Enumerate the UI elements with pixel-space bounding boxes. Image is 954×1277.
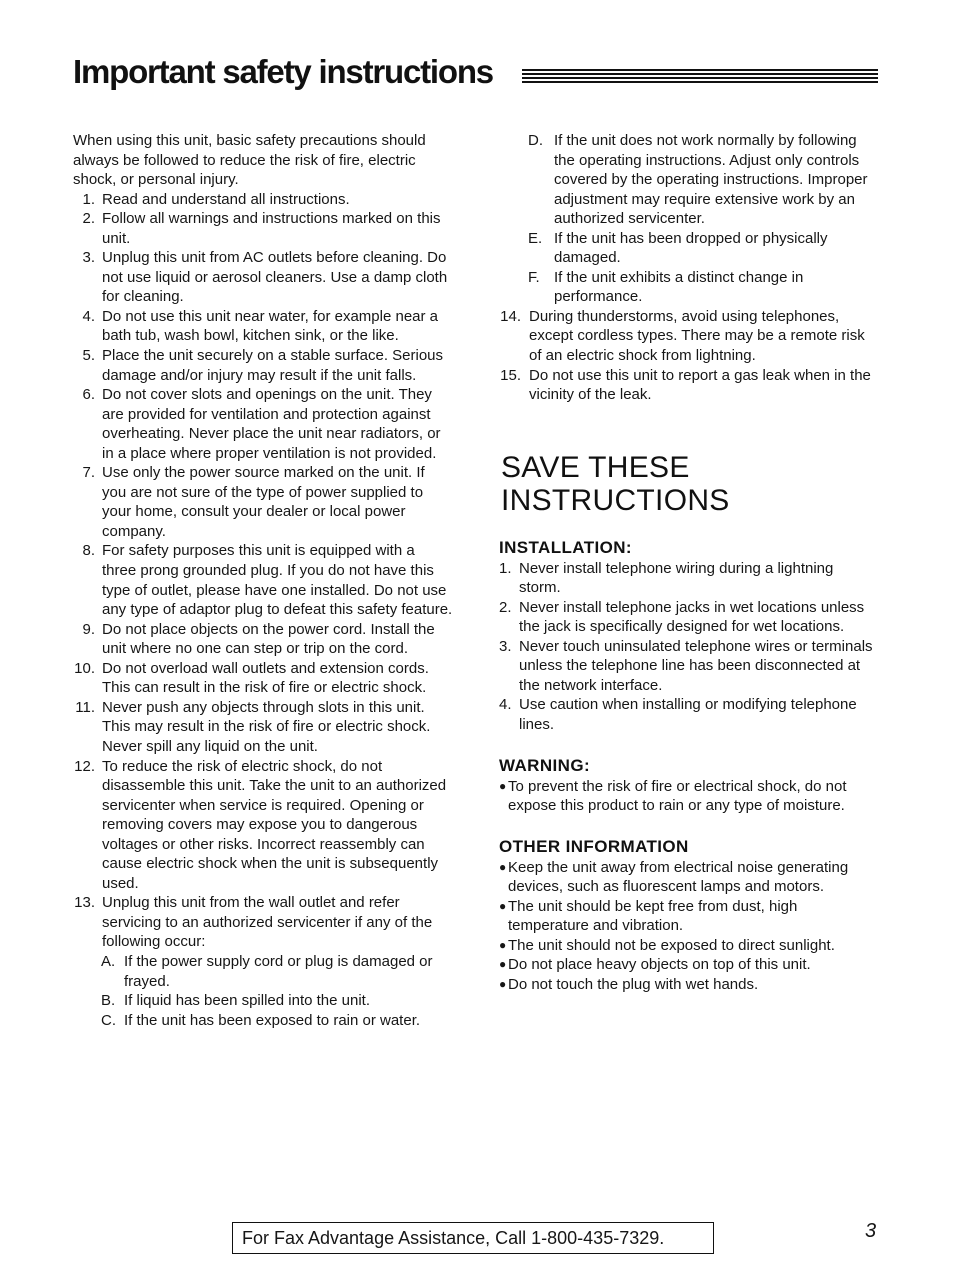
item-text: During thunderstorms, avoid using telephones, except cordless types. There may be a remote risk of an electric shock from lightning. xyxy=(529,307,865,365)
warning-heading: WARNING: xyxy=(499,755,591,775)
item-number: 12. xyxy=(74,757,95,775)
sub-item-d xyxy=(499,131,879,229)
installation-item-4 xyxy=(499,695,879,734)
list-item-1 xyxy=(73,190,453,210)
list-item-11 xyxy=(73,698,453,757)
left-column xyxy=(73,131,453,1030)
list-item-9 xyxy=(73,620,453,659)
item-number: 1. xyxy=(499,559,512,577)
item-text: Keep the unit away from electrical noise generating devices, such as fluorescent lamps and motors. xyxy=(508,858,849,896)
list-item-4 xyxy=(73,307,453,346)
sub-item-text: If the unit has been exposed to rain or water. xyxy=(124,1011,421,1029)
item-text: The unit should not be exposed to direct sunlight. xyxy=(508,936,835,954)
bullet-icon: ● xyxy=(499,859,507,874)
list-item-10 xyxy=(73,659,453,698)
installation-heading: INSTALLATION: xyxy=(499,537,632,557)
item-number: 10. xyxy=(74,659,95,677)
item-text: Never install telephone jacks in wet locations unless the jack is specifically designed for wet locations. xyxy=(519,598,865,636)
item-number: 2. xyxy=(499,598,512,616)
installation-item-2 xyxy=(499,598,879,637)
item-number: 3. xyxy=(82,249,95,267)
page-number: 3 xyxy=(865,1220,877,1242)
list-item-8 xyxy=(73,541,453,619)
bullet-icon: ● xyxy=(499,937,507,952)
sub-item-text: If liquid has been spilled into the unit. xyxy=(124,992,370,1010)
item-text: For safety purposes this unit is equipped with a three prong grounded plug. If you do not have this type of outlet, please have one installed. Do not use any type of adaptor plug to defeat this safety feature. xyxy=(102,542,453,619)
sub-item-letter: E. xyxy=(528,229,543,247)
sub-item-letter: F. xyxy=(528,268,540,286)
item-number: 5. xyxy=(82,347,95,365)
item-number: 9. xyxy=(82,620,95,638)
item-text: Do not place objects on the power cord. Install the unit where no one can step or trip on the cord. xyxy=(102,620,435,658)
sub-item-text: If the unit has been dropped or physically damaged. xyxy=(554,229,828,267)
item-text: Do not place heavy objects on top of this unit. xyxy=(508,956,811,974)
item-text: Do not use this unit near water, for example near a bath tub, wash bowl, kitchen sink, or the like. xyxy=(102,307,439,345)
item-text: Place the unit securely on a stable surface. Serious damage and/or injury may result if the unit falls. xyxy=(102,347,444,384)
title-rule xyxy=(522,69,878,83)
sub-item-letter: D. xyxy=(528,132,543,149)
installation-item-3 xyxy=(499,637,879,696)
sub-item-text: If the power supply cord or plug is damaged or frayed. xyxy=(124,952,433,990)
sub-item-text: If the unit does not work normally by following the operating instructions. Adjust only controls covered by the operating instructions. Improper adjustment may require extensive work by an authorized servicenter. xyxy=(554,132,868,228)
list-item-15 xyxy=(499,366,879,405)
list-item-14 xyxy=(499,307,879,366)
item-number: 1. xyxy=(82,190,95,208)
item-text: Use only the power source marked on the unit. If you are not sure of the type of power supplied to your home, consult your dealer or local power company. xyxy=(102,464,425,540)
item-text: Unplug this unit from the wall outlet and refer servicing to an authorized servicenter if any of the following occur: xyxy=(102,894,433,951)
list-item-13 xyxy=(73,893,453,952)
sub-item-a xyxy=(73,952,453,991)
item-number: 11. xyxy=(75,698,95,716)
item-number: 3. xyxy=(499,637,512,655)
item-number: 2. xyxy=(82,210,95,228)
item-text: The unit should be kept free from dust, high temperature and vibration. xyxy=(508,897,798,935)
item-text: Do not overload wall outlets and extension cords. This can result in the risk of fire or electric shock. xyxy=(102,659,429,697)
page-title: Important safety instructions xyxy=(73,53,493,90)
bullet-icon: ● xyxy=(499,778,507,793)
bullet-icon: ● xyxy=(499,957,507,972)
item-text: To prevent the risk of fire or electrical shock, do not expose this product to rain or any type of moisture. xyxy=(508,777,847,815)
other-info-item-1 xyxy=(499,858,879,897)
item-text: Use caution when installing or modifying telephone lines. xyxy=(519,696,857,734)
warning-item xyxy=(499,777,879,816)
item-number: 8. xyxy=(82,542,95,560)
item-text: Never push any objects through slots in this unit. This may result in the risk of fire or electric shock. Never spill any liquid on the unit. xyxy=(102,698,431,755)
sub-item-e xyxy=(499,229,879,268)
sub-item-b xyxy=(73,991,453,1011)
other-info-item-4 xyxy=(499,955,879,975)
item-text: Read and understand all instructions. xyxy=(102,190,350,208)
item-text: Do not cover slots and openings on the unit. They are provided for ventilation and protection against overheating. Never place the unit near radiators, or in a place where proper ventilation is not provided. xyxy=(102,386,441,462)
list-item-6 xyxy=(73,385,453,463)
other-information-heading: OTHER INFORMATION xyxy=(499,836,689,856)
item-number: 4. xyxy=(499,696,512,714)
item-text: Do not use this unit to report a gas leak when in the vicinity of the leak. xyxy=(529,366,871,404)
fax-assistance-footer: For Fax Advantage Assistance, Call 1-800-435-7329. xyxy=(232,1222,714,1254)
installation-item-1 xyxy=(499,559,879,598)
item-text: Unplug this unit from AC outlets before cleaning. Do not use liquid or aerosol cleaners. Use a damp cloth for cleaning. xyxy=(102,249,448,306)
sub-item-letter: B. xyxy=(101,992,116,1010)
item-text: To reduce the risk of electric shock, do not disassemble this unit. Take the unit to an authorized servicenter when service is required. Opening or removing covers may expose you to dangerous voltages or other risks. Incorrect reassembly can cause electric shock when the unit is subsequently used. xyxy=(102,757,447,892)
item-text: Do not touch the plug with wet hands. xyxy=(508,975,759,993)
list-item-7 xyxy=(73,463,453,541)
right-column xyxy=(499,131,879,995)
item-number: 7. xyxy=(82,464,95,482)
sub-item-letter: C. xyxy=(101,1011,116,1029)
item-text: Follow all warnings and instructions marked on this unit. xyxy=(102,210,441,247)
item-number: 4. xyxy=(82,307,95,325)
list-item-2 xyxy=(73,209,453,248)
list-item-3 xyxy=(73,248,453,307)
other-info-item-2 xyxy=(499,897,879,936)
item-number: 6. xyxy=(82,386,95,404)
intro-paragraph: When using this unit, basic safety precautions should always be followed to reduce the risk of fire, electric shock, or personal injury. xyxy=(73,132,426,189)
bullet-icon: ● xyxy=(499,898,507,913)
list-item-5 xyxy=(73,346,453,385)
sub-item-text: If the unit exhibits a distinct change in performance. xyxy=(554,268,804,306)
save-instructions-heading: SAVE THESE INSTRUCTIONS xyxy=(501,450,730,517)
item-number: 13. xyxy=(74,894,95,912)
sub-item-c xyxy=(73,1011,453,1031)
other-info-item-3 xyxy=(499,936,879,956)
list-item-12 xyxy=(73,757,453,894)
sub-item-f xyxy=(499,268,879,307)
other-info-item-5 xyxy=(499,975,879,995)
item-text: Never install telephone wiring during a lightning storm. xyxy=(519,559,834,597)
bullet-icon: ● xyxy=(499,976,507,991)
item-number: 14. xyxy=(500,307,521,325)
sub-item-letter: A. xyxy=(101,952,116,970)
item-number: 15. xyxy=(500,366,521,384)
item-text: Never touch uninsulated telephone wires or terminals unless the telephone line has been disconnected at the network interface. xyxy=(519,637,873,694)
